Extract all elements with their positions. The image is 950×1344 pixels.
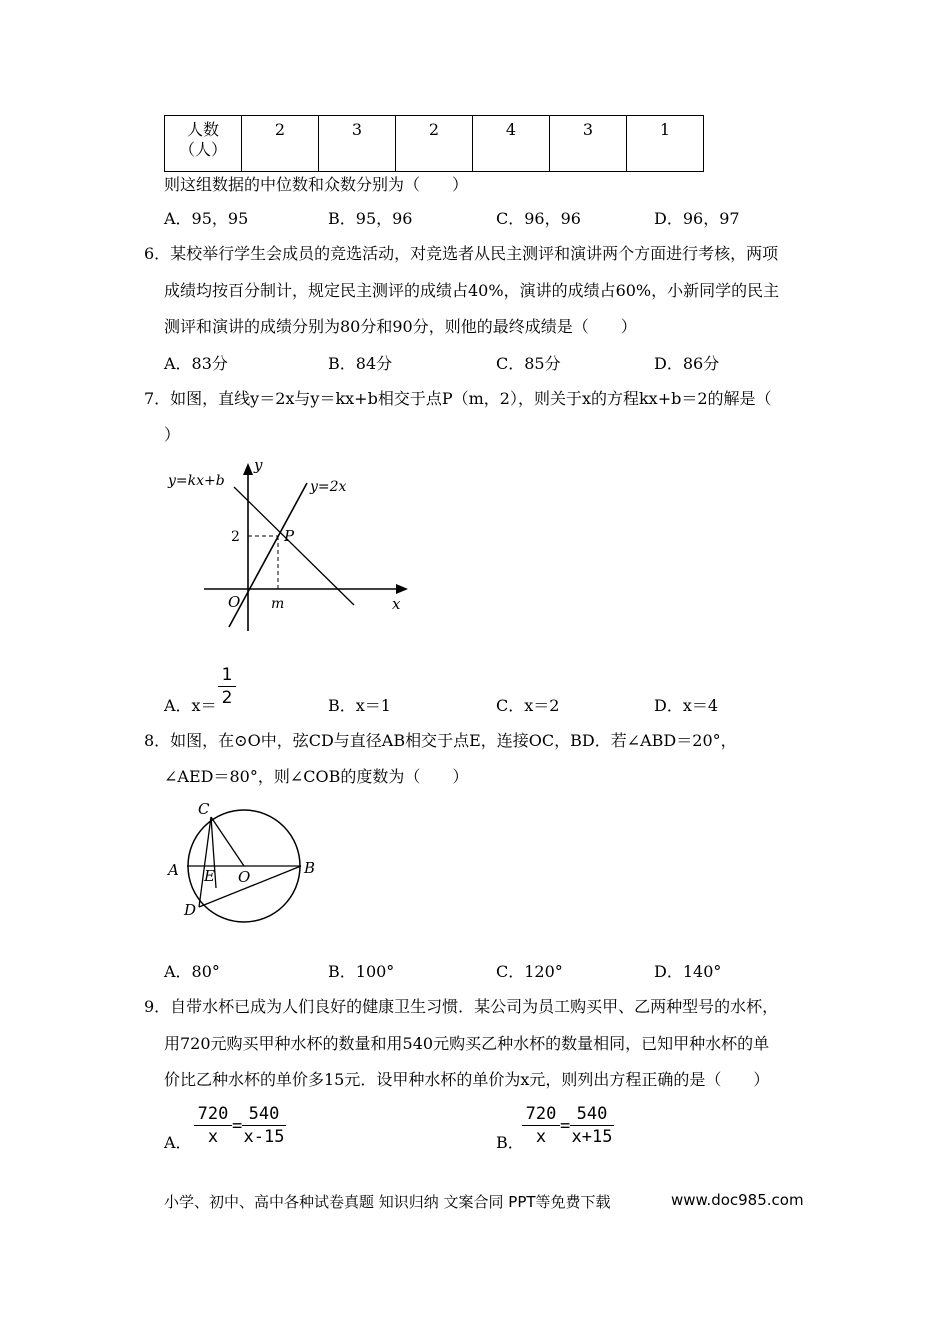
fraction-numerator: 540 xyxy=(248,1104,280,1124)
fraction-denominator: x xyxy=(207,1127,219,1147)
fraction-denominator: 2 xyxy=(221,688,233,708)
fraction-numerator: 720 xyxy=(525,1104,557,1124)
fraction-bar xyxy=(218,686,236,687)
q6-option-b: B．84分 xyxy=(328,354,393,373)
label-a: A xyxy=(168,861,179,879)
label-o: O xyxy=(228,593,241,611)
q8-option-a: A．80° xyxy=(164,962,220,981)
q5-option-a: A．95，95 xyxy=(164,209,249,228)
table-cell: 2 xyxy=(396,116,473,172)
x-axis-arrow xyxy=(396,584,408,594)
q9-line3: 价比乙种水杯的单价多15元．设甲种水杯的单价为x元，则列出方程正确的是（ ） xyxy=(164,1070,770,1089)
q6-option-c: C．85分 xyxy=(496,354,561,373)
label-2x: y=2x xyxy=(310,479,347,495)
label-c: C xyxy=(198,800,210,818)
q9-a-right-fraction xyxy=(242,1104,286,1147)
q7-option-a-fraction xyxy=(218,665,236,708)
header-line2: （人） xyxy=(178,140,227,159)
q7-option-a-prefix: A．x＝ xyxy=(164,696,217,715)
fraction-bar xyxy=(194,1125,232,1126)
label-m: m xyxy=(271,596,285,612)
table-cell: 1 xyxy=(627,116,704,172)
data-table xyxy=(164,115,704,172)
q9-option-a-label: A． xyxy=(164,1133,192,1152)
q5-option-c: C．96，96 xyxy=(496,209,581,228)
footer-url[interactable]: www.doc985.com xyxy=(671,1191,804,1209)
q5-stem: 则这组数据的中位数和众数分别为（ ） xyxy=(164,175,469,194)
table-cell: 2 xyxy=(242,116,319,172)
q7-option-d: D．x＝4 xyxy=(654,696,719,715)
q9-line1: 9．自带水杯已成为人们良好的健康卫生习惯．某公司为员工购买甲、乙两种型号的水杯， xyxy=(144,997,779,1016)
q8-option-c: C．120° xyxy=(496,962,563,981)
table-cell: 3 xyxy=(319,116,396,172)
table-header-cell xyxy=(165,116,242,172)
q7-option-b: B．x＝1 xyxy=(328,696,391,715)
header-line1: 人数 xyxy=(186,120,219,139)
q9-option-b-label: B． xyxy=(496,1133,524,1152)
q7-option-c: C．x＝2 xyxy=(496,696,560,715)
label-e: E xyxy=(204,867,215,885)
table-row xyxy=(165,116,704,172)
table-cell: 3 xyxy=(550,116,627,172)
q9-b-equals: = xyxy=(560,1116,571,1136)
q6-option-a: A．83分 xyxy=(164,354,228,373)
q9-a-left-fraction xyxy=(194,1104,232,1147)
fraction-bar xyxy=(570,1125,614,1126)
q8-circle-figure xyxy=(164,796,324,926)
q9-b-left-fraction xyxy=(522,1104,560,1147)
page-footer xyxy=(164,1191,804,1212)
label-o: O xyxy=(238,868,251,886)
line-y-2x xyxy=(229,483,307,627)
label-p: P xyxy=(284,527,295,545)
table-cell: 4 xyxy=(473,116,550,172)
q6-line2: 成绩均按百分制计，规定民主测评的成绩占40%，演讲的成绩占60%，小新同学的民主 xyxy=(164,281,780,300)
fraction-numerator: 1 xyxy=(221,665,233,685)
q5-option-b: B．95，96 xyxy=(328,209,413,228)
label-x: x xyxy=(392,595,401,613)
q8-line1: 8．如图，在⊙O中，弦CD与直径AB相交于点E，连接OC，BD．若∠ABD＝20°， xyxy=(144,731,737,750)
fraction-bar xyxy=(242,1125,286,1126)
y-axis-arrow xyxy=(243,463,253,475)
q6-option-d: D．86分 xyxy=(654,354,720,373)
q7-graph-figure xyxy=(164,455,414,645)
q9-a-equals: = xyxy=(232,1116,243,1136)
fraction-denominator: x xyxy=(535,1127,547,1147)
footer-text: 小学、初中、高中各种试卷真题 知识归纳 文案合同 PPT等免费下载 xyxy=(164,1193,611,1211)
fraction-denominator: x-15 xyxy=(243,1127,285,1147)
fraction-bar xyxy=(522,1125,560,1126)
q6-line1: 6．某校举行学生会成员的竞选活动，对竞选者从民主测评和演讲两个方面进行考核，两项 xyxy=(144,244,779,263)
q9-line2: 用720元购买甲种水杯的数量和用540元购买乙种水杯的数量相同，已知甲种水杯的单 xyxy=(164,1034,770,1053)
q8-option-b: B．100° xyxy=(328,962,395,981)
q8-option-d: D．140° xyxy=(654,962,722,981)
line-y-kx-b xyxy=(234,487,354,605)
label-y: y xyxy=(254,456,263,474)
fraction-denominator: x+15 xyxy=(571,1127,613,1147)
fraction-numerator: 720 xyxy=(197,1104,229,1124)
q7-line1: 7．如图，直线y＝2x与y＝kx+b相交于点P（m，2），则关于x的方程kx+b＝2的解是（ xyxy=(144,389,772,408)
label-d: D xyxy=(184,901,197,919)
q8-line2: ∠AED＝80°，则∠COB的度数为（ ） xyxy=(164,767,469,786)
q6-line3: 测评和演讲的成绩分别为80分和90分，则他的最终成绩是（ ） xyxy=(164,317,637,336)
q5-option-d: D．96，97 xyxy=(654,209,740,228)
label-2: 2 xyxy=(231,529,240,545)
fraction-numerator: 540 xyxy=(576,1104,608,1124)
label-b: B xyxy=(304,859,316,877)
label-kxb: y=kx+b xyxy=(168,473,225,489)
segment-oc xyxy=(211,817,244,866)
q7-line2: ） xyxy=(164,425,181,444)
q9-b-right-fraction xyxy=(570,1104,614,1147)
